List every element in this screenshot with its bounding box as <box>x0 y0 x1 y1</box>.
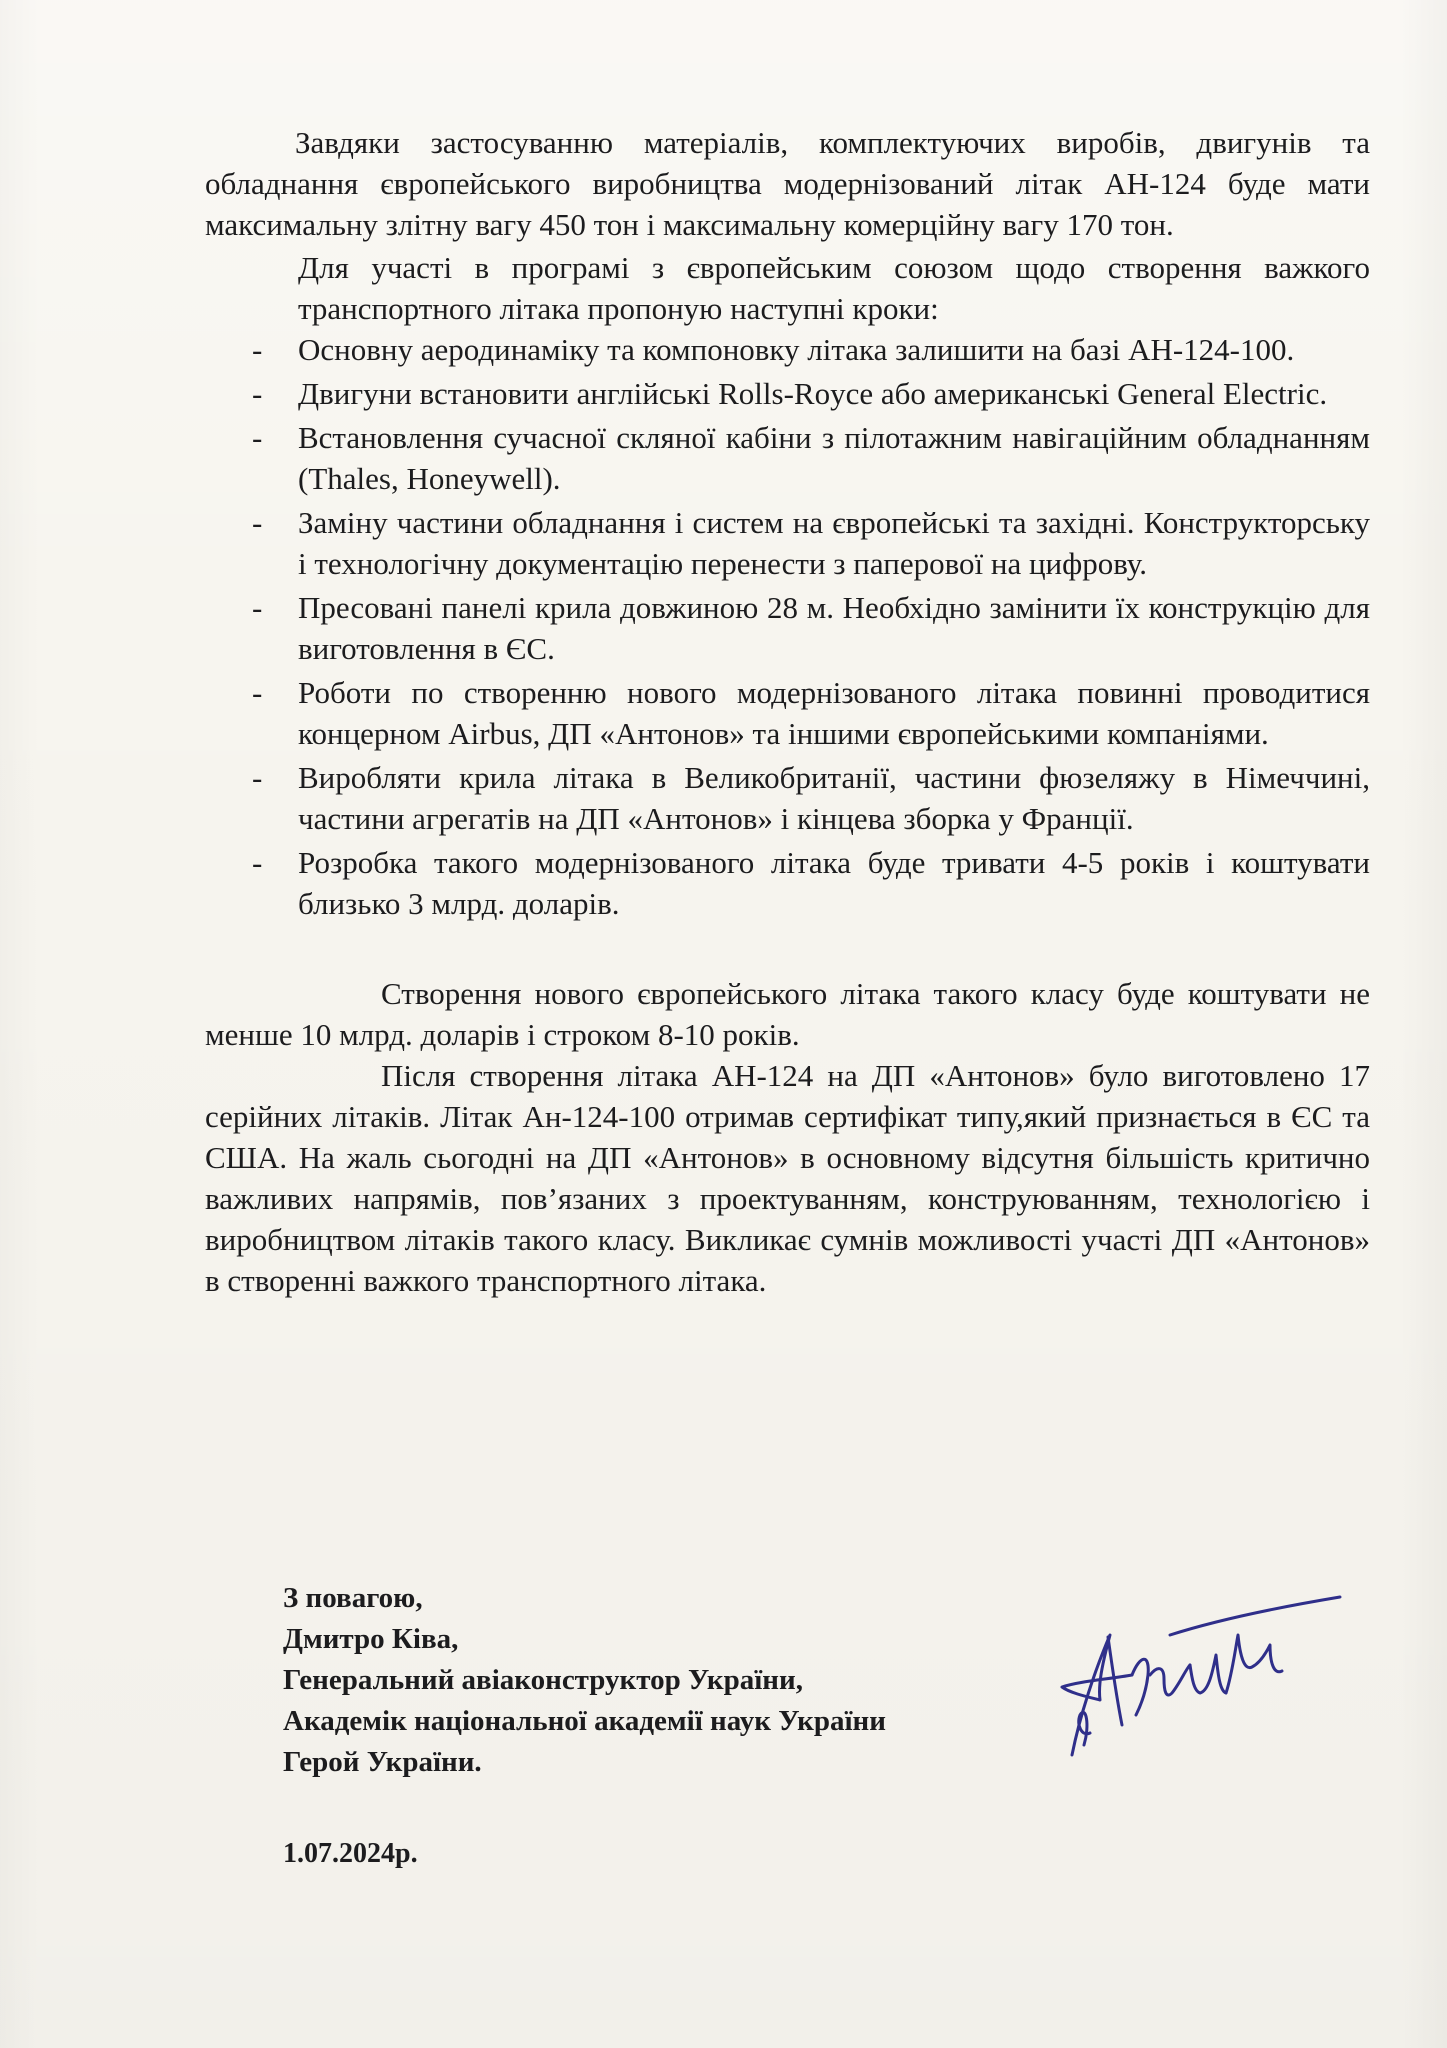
signatory-title-2: Академік національної академії наук України <box>283 1705 886 1737</box>
closing-regards: З повагою, <box>283 1582 423 1614</box>
list-item: - Встановлення сучасної скляної кабіни з пілотажним навігаційним обладнанням (Thales, Honeywell). <box>205 417 1370 499</box>
list-dash: - <box>252 332 263 367</box>
list-item: - Роботи по створенню нового модернізованого літака повинні проводитися концерном Airbus, ДП «Антонов» та іншими європейськими компаніями. <box>205 672 1370 754</box>
list-item: - Основну аеродинаміку та компоновку літака залишити на базі АН-124-100. <box>205 329 1370 370</box>
paragraph-aircraft-weight: Завдяки застосуванню матеріалів, комплектуючих виробів, двигунів та обладнання європейського виробництва модернізований літак АН-124 буде мати максимальну злітну вагу 450 тон і максимальну комерційну вагу 170 тон. <box>205 125 1370 242</box>
list-dash: - <box>252 845 263 880</box>
paragraph-new-aircraft-cost: Створення нового європейського літака такого класу буде коштувати не менше 10 млрд. доларів і строком 8-10 років. <box>205 976 1370 1052</box>
letter-date: 1.07.2024р. <box>283 1838 418 1869</box>
closing-block <box>283 1578 886 1783</box>
list-item: - Пресовані панелі крила довжиною 28 м. Необхідно замінити їх конструкцію для виготовлення в ЄС. <box>205 587 1370 669</box>
signatory-title-1: Генеральний авіаконструктор України, <box>283 1664 803 1696</box>
signatory-name: Дмитро Ківа, <box>283 1623 459 1655</box>
list-item: - Заміну частини обладнання і систем на європейські та західні. Конструкторську і технологічну документацію перенести з паперової на цифрову. <box>205 502 1370 584</box>
list-dash: - <box>252 505 263 540</box>
paragraph-antonov-capabilities: Після створення літака АН-124 на ДП «Антонов» було виготовлено 17 серійних літаків. Літак Ан-124-100 отримав сертифікат типу,який признається в ЄС та США. На жаль сьогодні на ДП «Антонов» в основному відсутня більшість критично важливих напрямів, пов’язаних з проектуванням, конструюванням, технологією і виробництвом літаків такого класу. Викликає сумнів можливості участі ДП «Антонов» в створенні важкого транспортного літака. <box>205 1058 1370 1298</box>
list-dash: - <box>252 420 263 455</box>
list-item: - Двигуни встановити англійські Rolls-Royce або американські General Electric. <box>205 373 1370 414</box>
steps-list <box>205 329 1370 924</box>
paragraph-steps-intro: Для участі в програмі з європейським союзом щодо створення важкого транспортного літака пропоную наступні кроки: <box>298 250 1370 326</box>
list-dash: - <box>252 590 263 625</box>
letter-body <box>205 122 1370 1301</box>
signatory-title-3: Герой України. <box>283 1746 482 1778</box>
section-spacer <box>205 927 1370 973</box>
list-item: - Розробка такого модернізованого літака буде тривати 4-5 років і коштувати близько 3 млрд. доларів. <box>205 842 1370 924</box>
list-dash: - <box>252 760 263 795</box>
list-dash: - <box>252 675 263 710</box>
handwritten-signature <box>1040 1575 1360 1775</box>
list-dash: - <box>252 376 263 411</box>
list-item: - Виробляти крила літака в Великобританії, частини фюзеляжу в Німеччині, частини агрегатів на ДП «Антонов» і кінцева зборка у Франції. <box>205 757 1370 839</box>
